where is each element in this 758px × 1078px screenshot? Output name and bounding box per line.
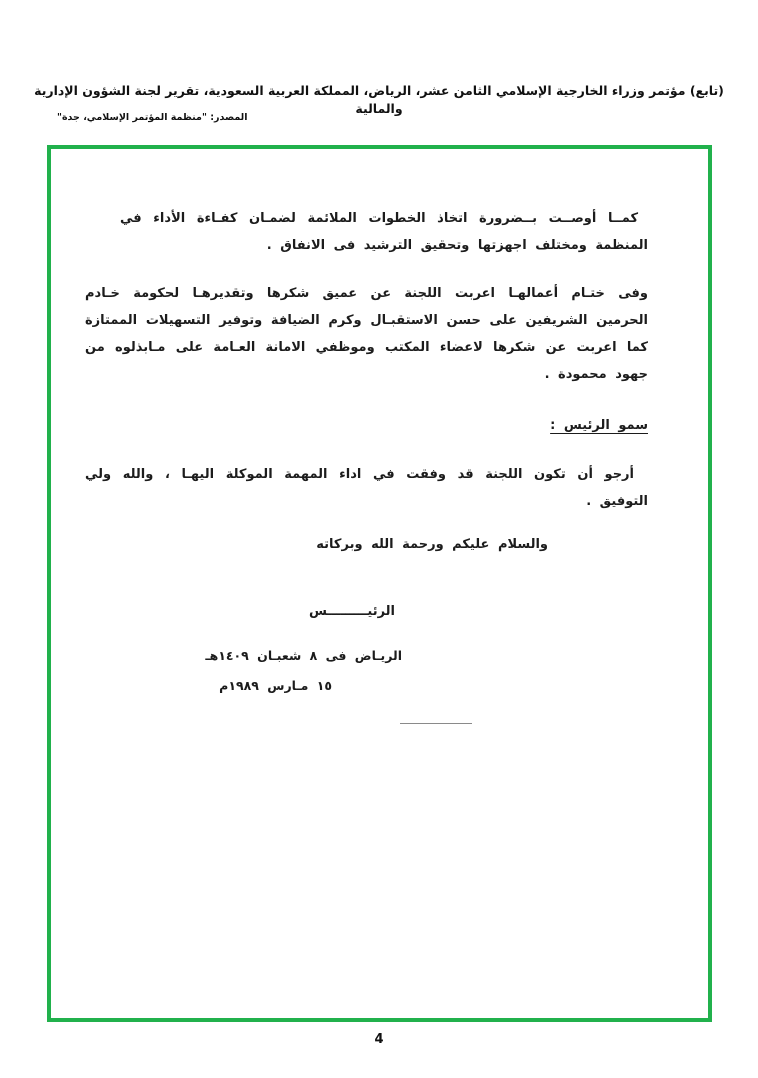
document-header-source: المصدر: "منظمة المؤتمر الإسلامي، جدة": [57, 112, 248, 123]
signature-title: الرئيـــــــــس: [309, 604, 395, 619]
paragraph-closing-wish: أرجو أن تكون اللجنة قد وفقت في اداء المهمة الموكلة اليهـا ، والله ولي التوفيق .: [85, 467, 648, 509]
salutation-heading: سمو الرئيس :: [550, 418, 648, 433]
date-gregorian: ١٥ مـارس ١٩٨٩م: [219, 678, 332, 693]
paragraph-thanks: وفى ختـام أعمالهـا اعربت اللجنة عن عميق شكرها وتقديرهـا لحكومة خـادم الحرمين الشريفين على حسن الاستقبـال وكرم الضيافة وتوفير التسهيلات الممتازة كما اعربت عن شكرها لاعضاء المكتب وموظفي الامانة العـامة على مـابذلوه من جهود محمودة .: [85, 286, 648, 382]
scanned-document-content: [85, 205, 648, 724]
paragraph-recommendation: كمــا أوصــت بــضرورة اتخاذ الخطوات الملائمة لضمـان كفـاءة الأداء في المنظمة ومختلف اجهزتها وتحقيق الترشيد فى الانفاق .: [120, 211, 648, 253]
document-header-title: (تابع) مؤتمر وزراء الخارجية الإسلامي الثامن عشر، الرياض، المملكة العربية السعودية، تقرير لجنة الشؤون الإدارية والمالية: [34, 83, 724, 116]
scanned-document-frame: [47, 145, 712, 1022]
closing-salaam: والسلام عليكم ورحمة الله وبركاته: [316, 537, 548, 552]
signature-line: [400, 723, 472, 724]
date-hijri: الريـاض فى ٨ شعبـان ١٤٠٩هـ: [205, 648, 402, 663]
page-number: 4: [374, 1032, 384, 1047]
